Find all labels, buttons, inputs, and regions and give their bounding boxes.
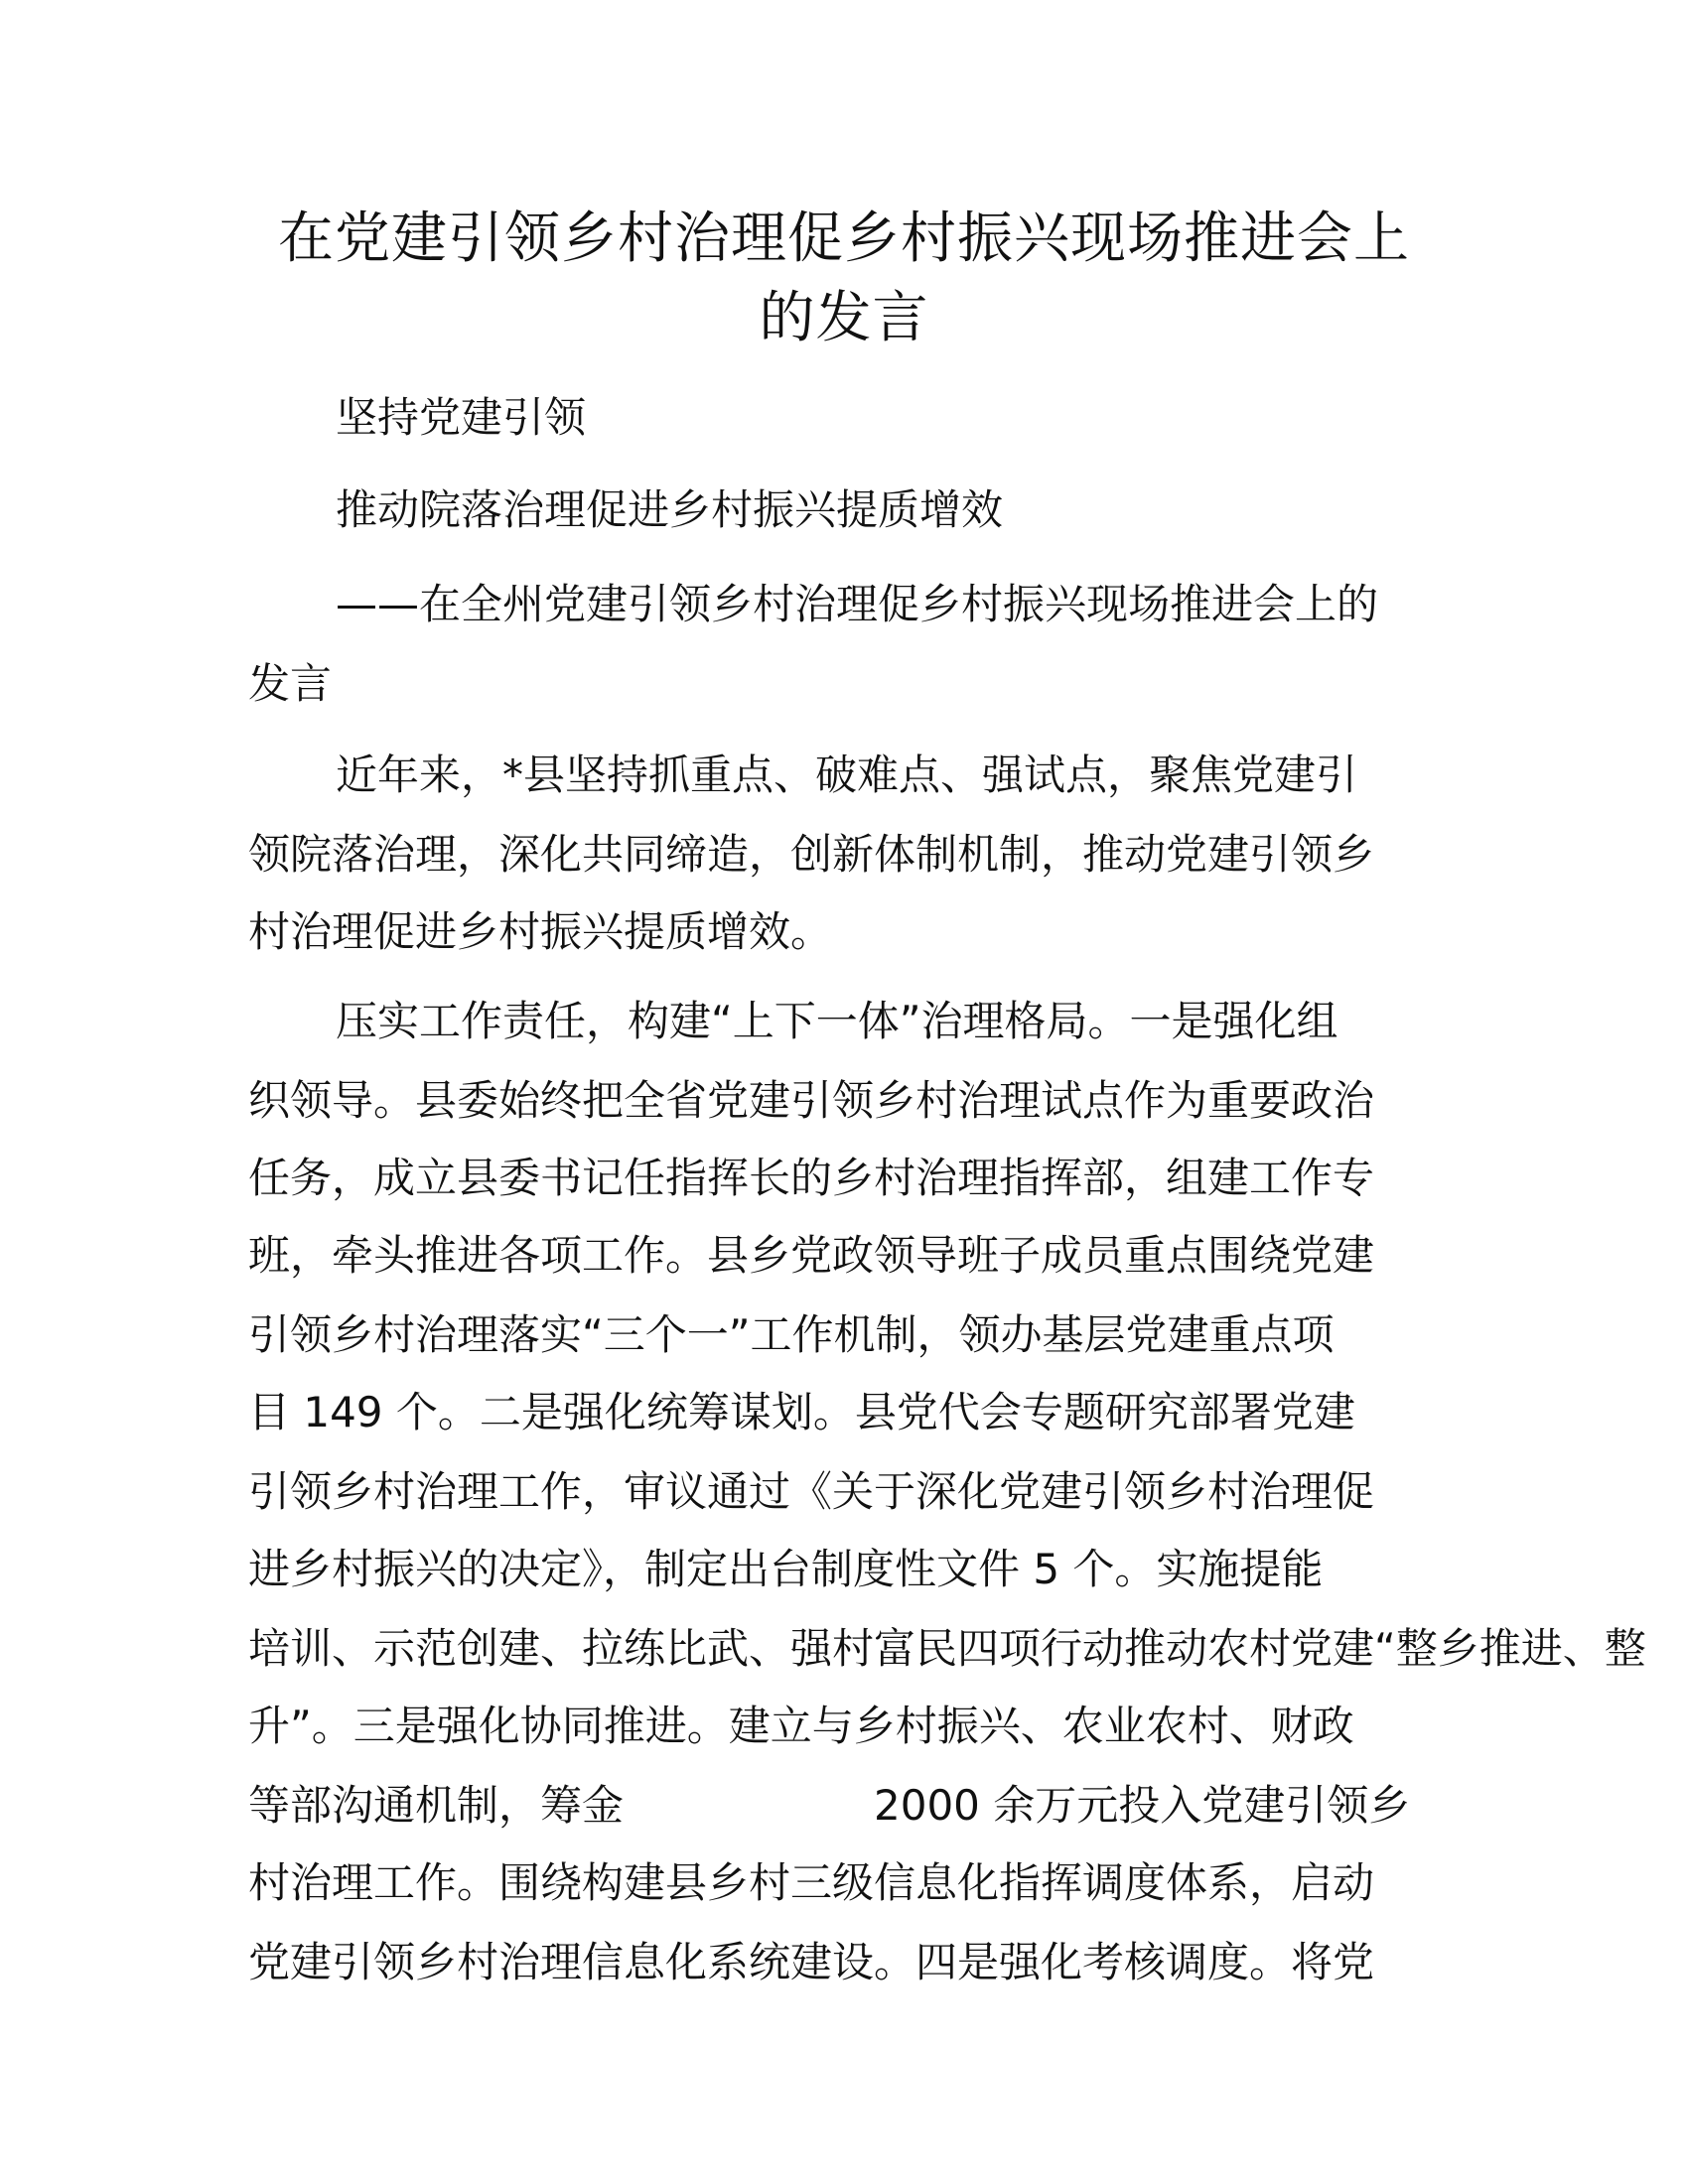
paragraph-2-line: 任务，成立县委书记任指挥长的乡村治理指挥部，组建工作专: [248, 1154, 1375, 1202]
paragraph-2-line: 织领导。县委始终把全省党建引领乡村治理试点作为重要政治: [248, 1076, 1375, 1125]
paragraph-2-line: 引领乡村治理落实“三个一”工作机制，领办基层党建重点项: [248, 1310, 1335, 1359]
paragraph-2-line: 党建引领乡村治理信息化系统建设。四是强化考核调度。将党: [248, 1938, 1375, 1986]
paragraph-1-line: 村治理促进乡村振兴提质增效。: [248, 907, 833, 956]
subtitle-line-2: 发言: [248, 659, 333, 708]
paragraph-2-line-overflow: 培训、示范创建、拉练比武、强村富民四项行动推动农村党建“整乡推进、整: [248, 1624, 1646, 1673]
heading-secondary: 推动院落治理促进乡村振兴提质增效: [336, 485, 1004, 534]
paragraph-2-line: 引领乡村治理工作，审议通过《关于深化党建引领乡村治理促: [248, 1467, 1375, 1516]
paragraph-2-line: 村治理工作。围绕构建县乡村三级信息化指挥调度体系，启动: [248, 1858, 1375, 1907]
paragraph-2-line-part-a: 等部沟通机制，筹金: [248, 1781, 625, 1830]
paragraph-1-line: 近年来，*县坚持抓重点、破难点、强试点，聚焦党建引: [336, 751, 1358, 799]
document-title-line-1: 在党建引领乡村治理促乡村振兴现场推进会上: [278, 206, 1410, 271]
paragraph-2-line-part-b: 2000 余万元投入党建引领乡: [874, 1781, 1411, 1830]
document-title-line-2: 的发言: [759, 286, 929, 350]
heading-primary: 坚持党建引领: [336, 393, 587, 442]
paragraph-2-line: 压实工作责任，构建“上下一体”治理格局。一是强化组: [336, 997, 1338, 1045]
paragraph-1-line: 领院落治理，深化共同缔造，创新体制机制，推动党建引领乡: [248, 830, 1375, 879]
paragraph-2-line: 进乡村振兴的决定》，制定出台制度性文件 5 个。实施提能: [248, 1545, 1324, 1593]
paragraph-2-line: 升”。三是强化协同推进。建立与乡村振兴、农业农村、财政: [248, 1702, 1354, 1750]
paragraph-2-line: 目 149 个。二是强化统筹谋划。县党代会专题研究部署党建: [248, 1388, 1355, 1436]
subtitle-line-1: ——在全州党建引领乡村治理促乡村振兴现场推进会上的: [336, 580, 1379, 628]
paragraph-2-line: 班，牵头推进各项工作。县乡党政领导班子成员重点围绕党建: [248, 1231, 1375, 1280]
